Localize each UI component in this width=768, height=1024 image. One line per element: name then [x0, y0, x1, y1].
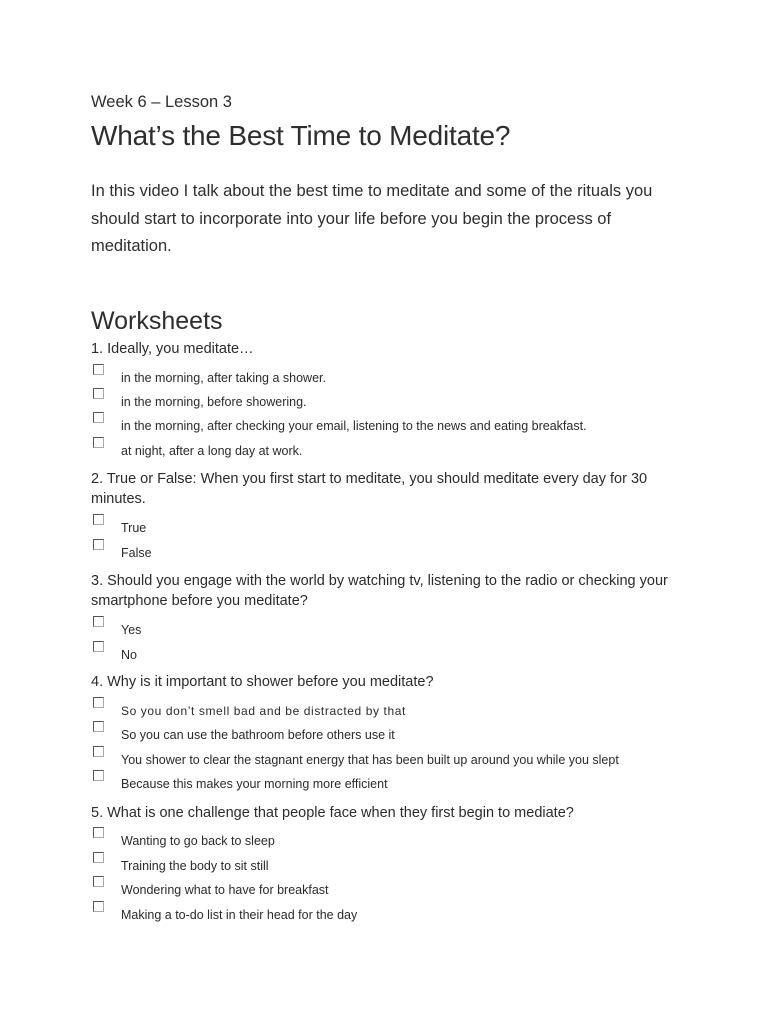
question-4: 4. Why is it important to shower before you meditate?: [91, 674, 434, 690]
option-label: So you don’t smell bad and be distracted by that: [121, 704, 406, 718]
option-label: So you can use the bathroom before others use it: [121, 728, 395, 742]
question-3-option-2: [91, 641, 691, 661]
checkbox[interactable]: [93, 641, 104, 652]
option-label: True: [121, 521, 147, 535]
question-3: 3. Should you engage with the world by watching tv, listening to the radio or checking your smartphone before you meditate?: [91, 573, 668, 609]
checkbox[interactable]: [93, 697, 104, 708]
intro-paragraph: In this video I talk about the best time to meditate and some of the rituals you should start to incorporate into your life before you begin the process of meditation.: [91, 182, 653, 255]
option-label: Because this makes your morning more efficient: [121, 777, 388, 791]
option-label: in the morning, before showering.: [121, 395, 307, 409]
question-5-option-2: [91, 852, 691, 872]
question-1-option-4: [91, 437, 691, 457]
question-2-option-1: [91, 514, 691, 534]
option-label: Yes: [121, 623, 142, 637]
question-1: 1. Ideally, you meditate…: [91, 341, 254, 357]
question-5: 5. What is one challenge that people face when they first begin to mediate?: [91, 805, 574, 821]
option-label: in the morning, after checking your email, listening to the news and eating breakfast.: [121, 419, 587, 433]
checkbox[interactable]: [93, 770, 104, 781]
option-label: False: [121, 546, 152, 560]
option-label: in the morning, after taking a shower.: [121, 371, 326, 385]
option-label: No: [121, 648, 137, 662]
option-label: Wondering what to have for breakfast: [121, 883, 329, 897]
question-2-option-2: [91, 539, 691, 559]
question-3-option-1: [91, 616, 691, 636]
checkbox[interactable]: [93, 901, 104, 912]
question-1-option-1: [91, 364, 691, 384]
checkbox[interactable]: [93, 437, 104, 448]
checkbox[interactable]: [93, 616, 104, 627]
option-label: Making a to-do list in their head for the day: [121, 908, 358, 922]
question-1-option-3: [91, 412, 691, 432]
question-4-option-1: [91, 697, 691, 717]
option-label: at night, after a long day at work.: [121, 444, 303, 458]
option-label: You shower to clear the stagnant energy that has been built up around you while you slept: [121, 753, 619, 767]
checkbox[interactable]: [93, 539, 104, 550]
question-4-option-4: [91, 770, 691, 790]
checkbox[interactable]: [93, 746, 104, 757]
question-1-option-2: [91, 388, 691, 408]
question-4-option-2: [91, 721, 691, 741]
checkbox[interactable]: [93, 827, 104, 838]
question-5-option-4: [91, 901, 691, 921]
question-5-option-1: [91, 827, 691, 847]
lesson-label: Week 6 – Lesson 3: [91, 93, 232, 111]
worksheets-heading: Worksheets: [91, 307, 223, 335]
page-title: What’s the Best Time to Meditate?: [91, 120, 511, 151]
option-label: Training the body to sit still: [121, 859, 269, 873]
checkbox[interactable]: [93, 412, 104, 423]
checkbox[interactable]: [93, 388, 104, 399]
question-4-option-3: [91, 746, 691, 766]
checkbox[interactable]: [93, 876, 104, 887]
checkbox[interactable]: [93, 852, 104, 863]
option-label: Wanting to go back to sleep: [121, 834, 275, 848]
question-2: 2. True or False: When you first start to meditate, you should meditate every day for 30 minutes.: [91, 471, 648, 507]
question-5-option-3: [91, 876, 691, 896]
checkbox[interactable]: [93, 721, 104, 732]
checkbox[interactable]: [93, 514, 104, 525]
checkbox[interactable]: [93, 364, 104, 375]
